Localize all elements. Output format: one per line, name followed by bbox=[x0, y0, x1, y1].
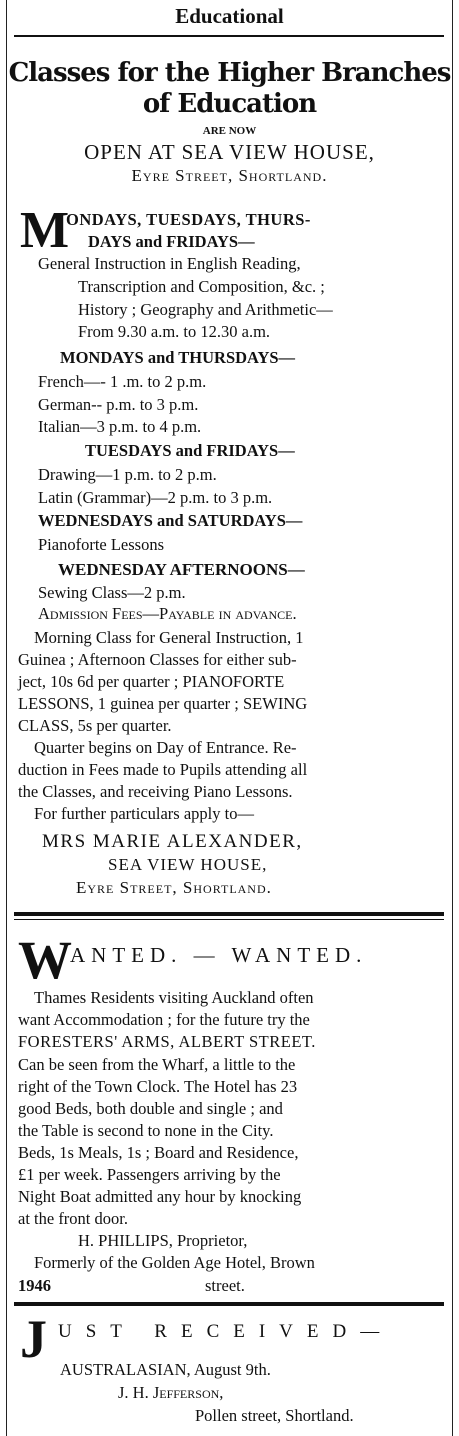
right-column-rule bbox=[452, 0, 453, 1436]
ad2-line6: good Beds, both double and single ; and bbox=[18, 1099, 283, 1118]
ad1-wed-afternoon-heading: WEDNESDAY AFTERNOONS— bbox=[58, 560, 305, 579]
ad1-open-at: OPEN AT SEA VIEW HOUSE, bbox=[84, 140, 375, 164]
ad2-dropcap: W bbox=[18, 930, 72, 990]
ad2-line7: the Table is second to none in the City. bbox=[18, 1121, 274, 1140]
ad1-french: French—- 1 .m. to 2 p.m. bbox=[38, 372, 207, 391]
ad1-fees-line1: Morning Class for General Instruction, 1 bbox=[34, 628, 304, 647]
separator-rule-1 bbox=[14, 912, 444, 916]
ad1-latin: Latin (Grammar)—2 p.m. to 3 p.m. bbox=[38, 488, 273, 507]
ad2-line3: FORESTERS' ARMS, ALBERT STREET. bbox=[18, 1032, 316, 1051]
ad1-quarter-line3: the Classes, and receiving Piano Lessons. bbox=[18, 782, 293, 801]
ad1-sewing: Sewing Class—2 p.m. bbox=[38, 583, 186, 602]
ad1-title-line1: Classes for the Higher Branches bbox=[8, 58, 451, 88]
ad2-line10: Night Boat admitted any hour by knocking bbox=[18, 1187, 302, 1206]
ad1-german: German-- p.m. to 3 p.m. bbox=[38, 395, 199, 414]
ad1-days-line1: ONDAYS, TUESDAYS, THURS- bbox=[66, 210, 311, 229]
section-heading: Educational bbox=[175, 4, 284, 28]
separator-rule-2 bbox=[14, 1302, 444, 1306]
ad2-line8: Beds, 1s Meals, 1s ; Board and Residence, bbox=[18, 1143, 299, 1162]
ad1-general-line4: From 9.30 a.m. to 12.30 a.m. bbox=[78, 322, 271, 341]
ad1-quarter-line2: duction in Fees made to Pupils attending all bbox=[18, 760, 308, 779]
ad1-days-line2: DAYS and FRIDAYS— bbox=[88, 232, 255, 251]
ad3-dropcap: J bbox=[20, 1309, 47, 1369]
separator-rule-1b bbox=[14, 919, 444, 920]
ad2-formerly: Formerly of the Golden Age Hotel, Brown bbox=[34, 1253, 315, 1272]
ad1-fees-line3: ject, 10s 6d per quarter ; PIANOFORTE bbox=[18, 672, 285, 691]
ad1-quarter-line1: Quarter begins on Day of Entrance. Re- bbox=[34, 738, 297, 757]
ad1-wed-sat-heading: WEDNESDAYS and SATURDAYS— bbox=[38, 511, 303, 530]
ad2-heading: ANTED. — WANTED. bbox=[70, 943, 368, 967]
ad3-location: Pollen street, Shortland. bbox=[195, 1406, 354, 1425]
ad2-street: street. bbox=[205, 1276, 245, 1295]
ad1-tue-fri-heading: TUESDAYS and FRIDAYS— bbox=[85, 441, 295, 460]
ad1-general-line1: General Instruction in English Reading, bbox=[38, 254, 301, 273]
ad1-dropcap: M bbox=[20, 202, 70, 259]
ad2-line4: Can be seen from the Wharf, a little to the bbox=[18, 1055, 296, 1074]
ad3-item: AUSTRALASIAN, August 9th. bbox=[60, 1360, 271, 1379]
ad1-drawing: Drawing—1 p.m. to 2 p.m. bbox=[38, 465, 217, 484]
ad1-italian: Italian—3 p.m. to 4 p.m. bbox=[38, 417, 202, 436]
ad3-seller: J. H. Jefferson, bbox=[118, 1383, 224, 1402]
ad2-line2: want Accommodation ; for the future try the bbox=[18, 1010, 310, 1029]
ad2-line5: right of the Town Clock. The Hotel has 23 bbox=[18, 1077, 298, 1096]
ad1-title-line2: of Education bbox=[142, 89, 317, 119]
ad1-piano: Pianoforte Lessons bbox=[38, 535, 165, 554]
ad1-contact-name: MRS MARIE ALEXANDER, bbox=[42, 831, 303, 852]
ad1-fees-line4: LESSONS, 1 guinea per quarter ; SEWING bbox=[18, 694, 308, 713]
heading-rule bbox=[14, 35, 444, 37]
ad1-contact-house: SEA VIEW HOUSE, bbox=[108, 855, 268, 874]
ad2-line9: £1 per week. Passengers arriving by the bbox=[18, 1165, 281, 1184]
ad1-fees-line2: Guinea ; Afternoon Classes for either sub- bbox=[18, 650, 297, 669]
ad1-are-now: ARE NOW bbox=[202, 125, 257, 137]
ad1-mon-thu-heading: MONDAYS and THURSDAYS— bbox=[60, 348, 296, 367]
ad2-line11: at the front door. bbox=[18, 1209, 128, 1228]
ad3-heading: UST RECEIVED— bbox=[58, 1321, 394, 1342]
ad2-ref-number: 1946 bbox=[18, 1276, 51, 1295]
ad1-fees-line5: CLASS, 5s per quarter. bbox=[18, 716, 172, 735]
ad1-further: For further particulars apply to— bbox=[34, 804, 254, 823]
ad2-proprietor: H. PHILLIPS, Proprietor, bbox=[78, 1231, 248, 1250]
ad1-general-line2: Transcription and Composition, &c. ; bbox=[78, 277, 325, 296]
ad1-fees-heading: Admission Fees—Payable in advance. bbox=[38, 604, 297, 623]
ad1-address: Eyre Street, Shortland. bbox=[131, 166, 328, 185]
ad1-general-line3: History ; Geography and Arithmetic— bbox=[78, 300, 333, 319]
ad2-line1: Thames Residents visiting Auckland often bbox=[34, 988, 314, 1007]
ad1-contact-address: Eyre Street, Shortland. bbox=[76, 878, 272, 897]
left-column-rule bbox=[6, 0, 7, 1436]
